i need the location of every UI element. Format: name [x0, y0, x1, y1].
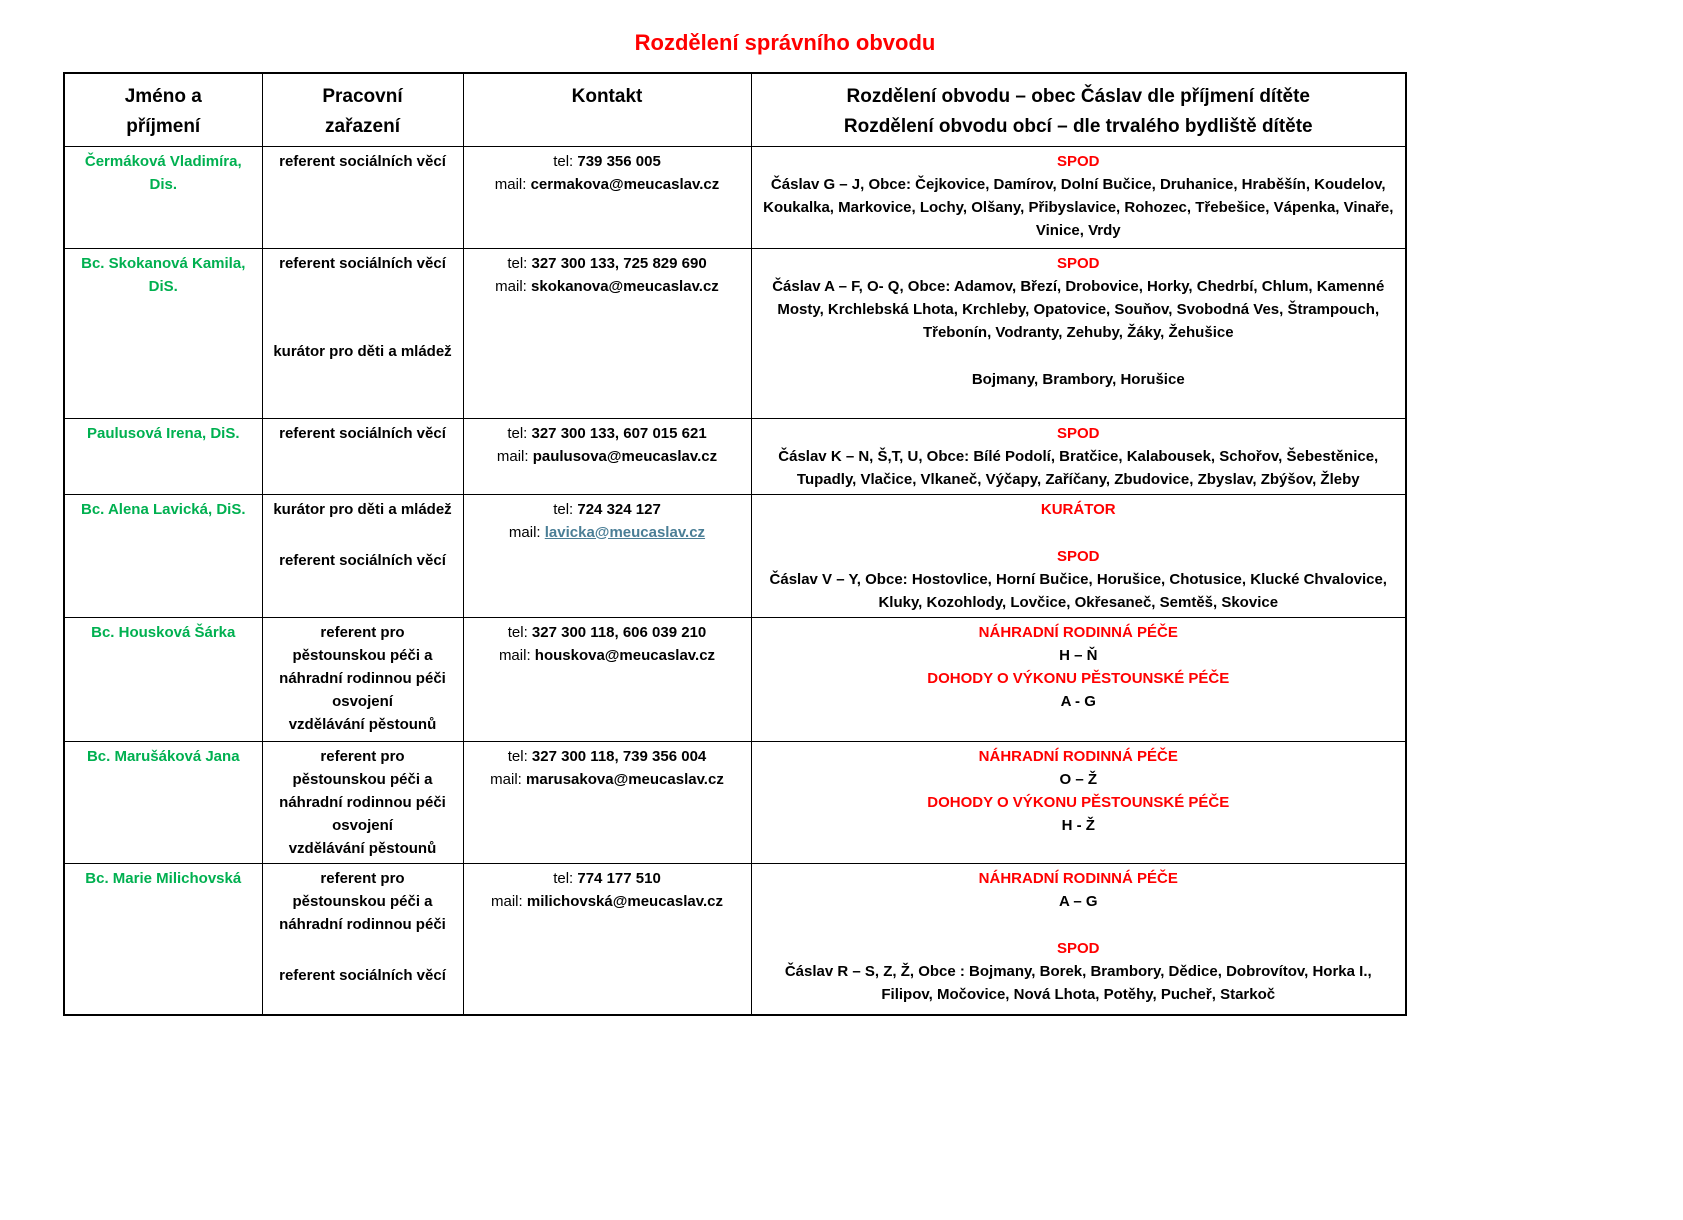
contact-cell: [463, 741, 751, 863]
table-row: [64, 248, 1406, 418]
tel-label: tel:: [507, 747, 528, 765]
district-text: Čáslav K – N, Š,T, U, Obce: Bílé Podolí, Bratčice, Kalabousek, Schořov, Šebestěnice, Tupadly, Vlačice, Vlkaneč, Výčapy, Zaříčany, Zbudovice, Zbyslav, Zbýšov, Žleby: [778, 447, 1379, 488]
name-cell: [64, 863, 262, 1015]
district-text: Čáslav A – F, O- Q, Obce: Adamov, Březí, Drobovice, Horky, Chedrbí, Chlum, Kamenné Mosty, Krchlebská Lhota, Krchleby, Opatovice, Souňov, Svobodná Ves, Štrampouch, Třebonín, Vodranty, Zehuby, Žáky, Žehušice: [772, 277, 1385, 341]
table-row: [64, 617, 1406, 741]
district-heading: NÁHRADNÍ RODINNÁ PÉČE: [978, 623, 1178, 641]
job-title: referent sociálních věcí: [279, 254, 446, 272]
page-title: Rozdělení správního obvodu: [634, 30, 936, 55]
employee-name: Bc. Housková Šárka: [91, 623, 236, 641]
tel-label: tel:: [553, 869, 574, 887]
name-cell: [64, 146, 262, 248]
job-cell: [262, 146, 463, 248]
contact-cell: [463, 418, 751, 494]
spacer: [271, 275, 455, 340]
header-job-line1: Pracovní: [322, 86, 403, 107]
name-cell: [64, 617, 262, 741]
header-district-column: [751, 73, 1406, 146]
district-cell: [751, 741, 1406, 863]
district-cell: [751, 494, 1406, 617]
job-title-line: pěstounskou péči a: [292, 770, 433, 788]
mail-label: mail:: [498, 646, 531, 664]
spacer: [760, 521, 1398, 545]
job-title-secondary: kurátor pro děti a mládež: [273, 342, 452, 360]
job-title-line: náhradní rodinnou péči: [279, 915, 446, 933]
district-heading-secondary: DOHODY O VÝKONU PĚSTOUNSKÉ PÉČE: [927, 669, 1230, 687]
job-title-line: referent pro: [320, 747, 405, 765]
job-title: referent sociálních věcí: [279, 424, 446, 442]
mail-value: skokanova@meucaslav.cz: [531, 277, 719, 295]
district-text-secondary: H - Ž: [1061, 816, 1095, 834]
job-title-line: referent pro: [320, 869, 405, 887]
district-heading-secondary: SPOD: [1056, 939, 1100, 957]
district-assignment-table: [63, 72, 1407, 1016]
header-job-column: [262, 73, 463, 146]
contact-cell: [463, 863, 751, 1015]
district-heading-secondary: SPOD: [1056, 547, 1100, 565]
district-cell: [751, 146, 1406, 248]
job-title-line: osvojení: [332, 816, 393, 834]
mail-label: mail:: [494, 175, 527, 193]
contact-cell: [463, 146, 751, 248]
mail-label: mail:: [490, 770, 522, 788]
job-cell: [262, 248, 463, 418]
tel-label: tel:: [553, 152, 574, 170]
district-text: A – G: [1058, 892, 1098, 910]
mail-label: mail:: [491, 892, 523, 910]
tel-value: 774 177 510: [577, 869, 661, 887]
table-row: [64, 146, 1406, 248]
employee-name: Paulusová Irena, DiS.: [86, 424, 240, 442]
header-district-line1: Rozdělení obvodu – obec Čáslav dle příjmení dítěte: [846, 86, 1310, 107]
district-text-secondary: Čáslav R – S, Z, Ž, Obce : Bojmany, Borek, Brambory, Dědice, Dobrovítov, Horka I., Filipov, Močovice, Nová Lhota, Potěhy, Pucheř, Starkoč: [784, 962, 1372, 1003]
district-heading-secondary: DOHODY O VÝKONU PĚSTOUNSKÉ PÉČE: [927, 793, 1230, 811]
spacer: [760, 913, 1398, 937]
mail-value: marusakova@meucaslav.cz: [526, 770, 724, 788]
contact-cell: [463, 248, 751, 418]
name-cell: [64, 494, 262, 617]
employee-name: Čermáková Vladimíra, Dis.: [84, 152, 242, 193]
district-heading: NÁHRADNÍ RODINNÁ PÉČE: [978, 747, 1178, 765]
tel-value: 327 300 133, 725 829 690: [531, 254, 707, 272]
spacer: [760, 344, 1398, 368]
job-title-line: osvojení: [332, 692, 393, 710]
job-title-secondary: referent sociálních věcí: [279, 551, 446, 569]
tel-value: 739 356 005: [577, 152, 661, 170]
name-cell: [64, 248, 262, 418]
mail-value: milichovská@meucaslav.cz: [526, 892, 723, 910]
mail-value: paulusova@meucaslav.cz: [532, 447, 718, 465]
job-cell: [262, 418, 463, 494]
job-title-line: vzdělávání pěstounů: [288, 839, 437, 857]
mail-value: houskova@meucaslav.cz: [534, 646, 716, 664]
mail-label: mail:: [495, 277, 527, 295]
district-text: Čáslav V – Y, Obce: Hostovlice, Horní Bučice, Horušice, Chotusice, Klucké Chvalovice, Kluky, Kozohlody, Lovčice, Okřesaneč, Semtěš, Skovice: [769, 570, 1387, 611]
district-text: O – Ž: [1059, 770, 1097, 788]
job-title: referent sociálních věcí: [279, 152, 446, 170]
district-heading: SPOD: [1056, 424, 1100, 442]
district-text: Čáslav G – J, Obce: Čejkovice, Damírov, Dolní Bučice, Druhanice, Hraběšín, Koudelov, Koukalka, Markovice, Lochy, Olšany, Přibyslavice, Rohozec, Třebešice, Vápenka, Vinaře, Vinice, Vrdy: [763, 175, 1394, 239]
employee-name: Bc. Marušáková Jana: [86, 747, 240, 765]
employee-name: Bc. Skokanová Kamila, DiS.: [81, 254, 246, 295]
job-title-line: pěstounskou péči a: [292, 646, 433, 664]
mail-label: mail:: [496, 447, 529, 465]
employee-name: Bc. Marie Milichovská: [85, 869, 242, 887]
job-title: kurátor pro děti a mládež: [273, 500, 452, 518]
district-text-secondary: Bojmany, Brambory, Horušice: [971, 370, 1185, 388]
district-text-secondary: A - G: [1060, 692, 1096, 710]
job-title-secondary: referent sociálních věcí: [279, 966, 446, 984]
district-cell: [751, 863, 1406, 1015]
spacer: [271, 936, 455, 964]
job-cell: [262, 617, 463, 741]
table-row: [64, 494, 1406, 617]
district-cell: [751, 248, 1406, 418]
job-title-line: referent pro: [320, 623, 405, 641]
employee-name: Bc. Alena Lavická, DiS.: [80, 500, 246, 518]
job-title-line: vzdělávání pěstounů: [288, 715, 437, 733]
job-title-line: pěstounskou péči a: [292, 892, 433, 910]
tel-label: tel:: [507, 424, 528, 442]
job-title-line: náhradní rodinnou péči: [279, 793, 446, 811]
tel-value: 724 324 127: [577, 500, 661, 518]
email-link[interactable]: lavicka@meucaslav.cz: [544, 523, 706, 541]
mail-label: mail:: [508, 523, 541, 541]
table-row: [64, 741, 1406, 863]
tel-label: tel:: [507, 254, 528, 272]
district-text: H – Ň: [1059, 646, 1098, 664]
spacer: [271, 521, 455, 549]
table-row: [64, 418, 1406, 494]
district-cell: [751, 617, 1406, 741]
header-name-line2: příjmení: [126, 116, 201, 137]
table-row: [64, 863, 1406, 1015]
tel-value: 327 300 133, 607 015 621: [531, 424, 707, 442]
district-cell: [751, 418, 1406, 494]
name-cell: [64, 741, 262, 863]
header-name-column: [64, 73, 262, 146]
district-heading: NÁHRADNÍ RODINNÁ PÉČE: [978, 869, 1178, 887]
district-heading: SPOD: [1056, 152, 1100, 170]
job-cell: [262, 494, 463, 617]
table-header-row: [64, 73, 1406, 146]
mail-value: cermakova@meucaslav.cz: [530, 175, 720, 193]
job-cell: [262, 741, 463, 863]
district-heading: SPOD: [1056, 254, 1100, 272]
tel-value: 327 300 118, 606 039 210: [531, 623, 707, 641]
contact-cell: [463, 617, 751, 741]
tel-label: tel:: [553, 500, 574, 518]
job-title-line: náhradní rodinnou péči: [279, 669, 446, 687]
job-cell: [262, 863, 463, 1015]
tel-label: tel:: [507, 623, 528, 641]
header-name-line1: Jméno a: [124, 86, 202, 107]
district-heading: KURÁTOR: [1040, 500, 1116, 518]
header-job-line2: zařazení: [325, 116, 400, 137]
header-contact-column: Kontakt: [463, 73, 751, 146]
name-cell: [64, 418, 262, 494]
tel-value: 327 300 118, 739 356 004: [531, 747, 707, 765]
contact-cell: [463, 494, 751, 617]
header-district-line2: Rozdělení obvodu obcí – dle trvalého bydliště dítěte: [843, 116, 1313, 137]
